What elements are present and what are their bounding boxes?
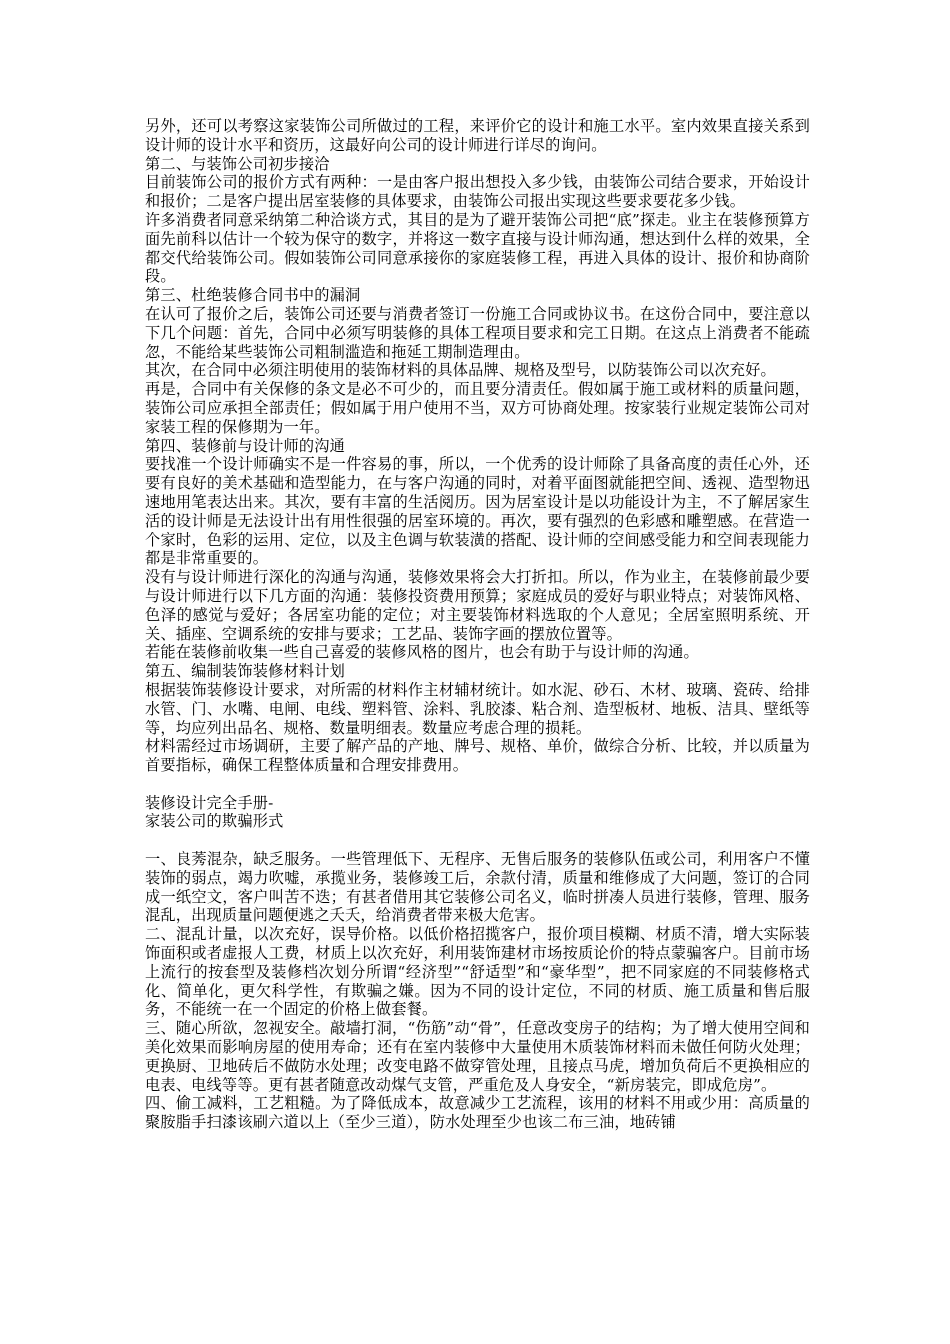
paragraph: 许多消费者同意采纳第二种洽谈方式，其目的是为了避开装饰公司把“底”探走。业主在装修预算方面先前科以估计一个较为保守的数字，并将这一数字直接与设计师沟通，想达到什么样的效果，全都交代给装饰公司。假如装饰公司同意承接你的家庭装修工程，再进入具体的设计、报价和协商阶段。 — [145, 210, 810, 286]
blank-line — [145, 775, 810, 794]
paragraph: 其次，在合同中必须注明使用的装饰材料的具体品牌、规格及型号，以防装饰公司以次充好。 — [145, 361, 776, 380]
paragraph: 另外，还可以考察这家装饰公司所做过的工程，来评价它的设计和施工水平。室内效果直接关系到设计师的设计水平和资历，这最好向公司的设计师进行详尽的询问。 — [145, 117, 810, 154]
paragraph: 一、良莠混杂，缺乏服务。一些管理低下、无程序、无售后服务的装修队伍或公司，利用客户不懂装饰的弱点，竭力吹嘘，承揽业务，装修竣工后，余款付清，质量和维修成了大问题，签订的合同成一纸空文，客户叫苦不迭；有甚者借用其它装修公司名义，临时拼凑人员进行装修，管理、服务混乱，出现质量问题便逃之夭夭，给消费者带来极大危害。 — [145, 850, 810, 925]
paragraph: 目前装饰公司的报价方式有两种：一是由客户报出想投入多少钱，由装饰公司结合要求，开始设计和报价；二是客户提出居室装修的具体要求，由装饰公司报出实现这些要求要花多少钱。 — [145, 173, 810, 211]
paragraph: 若能在装修前收集一些自己喜爱的装修风格的图片，也会有助于与设计师的沟通。 — [145, 643, 699, 662]
document-page — [145, 117, 810, 1132]
paragraph: 要找准一个设计师确实不是一件容易的事，所以，一个优秀的设计师除了具备高度的责任心外，还要有良好的美术基础和造型能力，在与客户沟通的同时，对着平面图就能把空间、透视、造型物迅速地用笔表达出来。其次，要有丰富的生活阅历。因为居室设计是以功能设计为主，不了解居家生活的设计师是无法设计出有用性很强的居室环境的。再次，要有强烈的色彩感和雕塑感。在营造一个家时，色彩的运用、定位，以及主色调与软装潢的搭配、设计师的空间感受能力和空间表现能力都是非常重要的。 — [145, 455, 810, 568]
document-subtitle: 家装公司的欺骗形式 — [145, 812, 284, 831]
section-heading: 第四、装修前与设计师的沟通 — [145, 436, 346, 455]
paragraph: 没有与设计师进行深化的沟通与沟通，装修效果将会大打折扣。所以，作为业主，在装修前最少要与设计师进行以下几方面的沟通：装修投资费用预算；家庭成员的爱好与职业特点；对装饰风格、色泽的感觉与爱好；各居室功能的定位；对主要装饰材料选取的个人意见；全居室照明系统、开关、插座、空调系统的安排与要求；工艺品、装饰字画的摆放位置等。 — [145, 568, 810, 643]
paragraph: 二、混乱计量，以次充好，误导价格。以低价格招揽客户，报价项目模糊、材质不清，增大实际装饰面积或者虚报人工费，材质上以次充好，利用装饰建材市场按质论价的特点蒙骗客户。目前市场上流行的按套型及装修档次划分所谓“经济型”“舒适型”和“豪华型”，把不同家庭的不同装修格式化、简单化，更欠科学性，有欺骗之嫌。因为不同的设计定位，不同的材质、施工质量和售后服务，不能统一在一个固定的价格上做套餐。 — [145, 925, 810, 1019]
paragraph: 再是，合同中有关保修的条文是必不可少的，而且要分清责任。假如属于施工或材料的质量问题，装饰公司应承担全部责任；假如属于用户使用不当，双方可协商处理。按家装行业规定装饰公司对家装工程的保修期为一年。 — [145, 380, 810, 436]
paragraph: 四、偷工减料，工艺粗糙。为了降低成本，故意减少工艺流程，该用的材料不用或少用：高质量的聚胺脂手扫漆该刷六道以上（至少三道），防水处理至少也该二布三油，地砖铺 — [145, 1094, 810, 1132]
section-heading: 第三、杜绝装修合同书中的漏洞 — [145, 286, 361, 305]
blank-line — [145, 831, 810, 850]
section-heading: 第二、与装饰公司初步接洽 — [145, 154, 330, 173]
paragraph: 材料需经过市场调研，主要了解产品的产地、牌号、规格、单价，做综合分析、比较，并以质量为首要指标，确保工程整体质量和合理安排费用。 — [145, 737, 810, 775]
document-title: 装修设计完全手册- — [145, 793, 274, 812]
section-heading: 第五、编制装饰装修材料计划 — [145, 662, 346, 681]
paragraph: 三、随心所欲，忽视安全。敲墙打洞，“伤筋”动“骨”，任意改变房子的结构；为了增大使用空间和美化效果而影响房屋的使用寿命；还有在室内装修中大量使用木质装饰材料而未做任何防火处理；更换厨、卫地砖后不做防水处理；改变电路不做穿管处理，且接点马虎，增加负荷后不更换相应的电表、电线等等。更有甚者随意改动煤气支管，严重危及人身安全，“新房装完，即成危房”。 — [145, 1019, 810, 1094]
paragraph: 在认可了报价之后，装饰公司还要与消费者签订一份施工合同或协议书。在这份合同中，要注意以下几个问题：首先，合同中必须写明装修的具体工程项目要求和完工日期。在这点上消费者不能疏忽，不能给某些装饰公司粗制滥造和拖延工期制造理由。 — [145, 304, 810, 361]
paragraph: 根据装饰装修设计要求，对所需的材料作主材辅材统计。如水泥、砂石、木材、玻璃、瓷砖、给排水管、门、水嘴、电闸、电线、塑料管、涂料、乳胶漆、粘合剂、造型板材、地板、洁具、壁纸等等，均应列出品名、规格、数量明细表。数量应考虑合理的损耗。 — [145, 680, 810, 737]
